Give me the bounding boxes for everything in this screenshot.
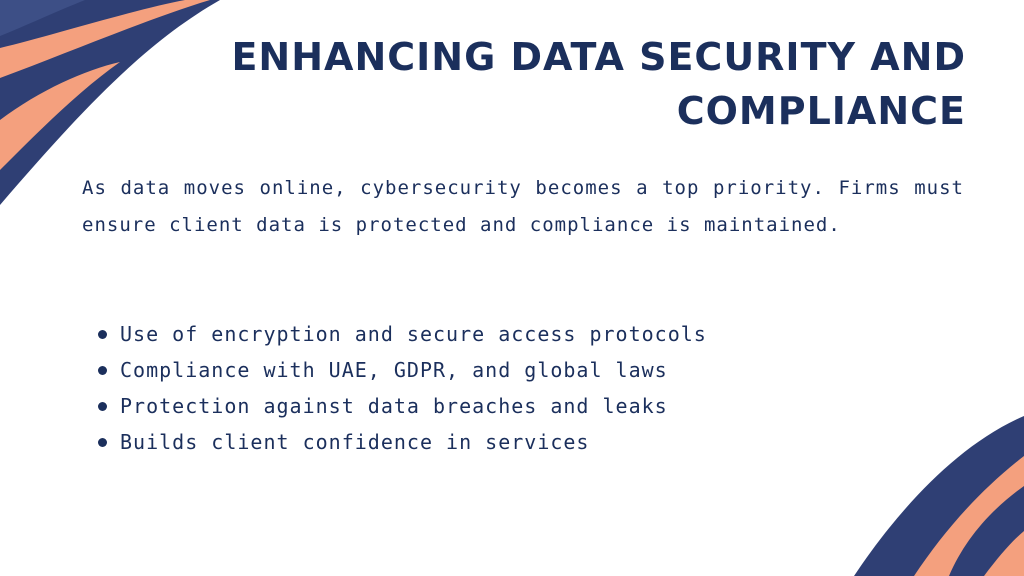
bullet-text: Builds client confidence in services (120, 430, 590, 454)
bullet-list (96, 316, 916, 460)
list-item (96, 388, 916, 424)
bullet-text: Use of encryption and secure access protocols (120, 322, 707, 346)
bullet-dot-icon (98, 366, 107, 375)
intro-paragraph: As data moves online, cybersecurity becomes a top priority. Firms must ensure client data is protected and compliance is maintained. (82, 177, 964, 236)
bullet-text: Protection against data breaches and leaks (120, 394, 668, 418)
list-item (96, 316, 916, 352)
bullet-dot-icon (98, 438, 107, 447)
bullet-text: Compliance with UAE, GDPR, and global laws (120, 358, 668, 382)
bullet-dot-icon (98, 330, 107, 339)
list-item (96, 424, 916, 460)
page-title: ENHANCING DATA SECURITY AND COMPLIANCE (231, 35, 966, 133)
list-item (96, 352, 916, 388)
bullet-dot-icon (98, 402, 107, 411)
bottom-right-wave-decoration (854, 416, 1024, 576)
